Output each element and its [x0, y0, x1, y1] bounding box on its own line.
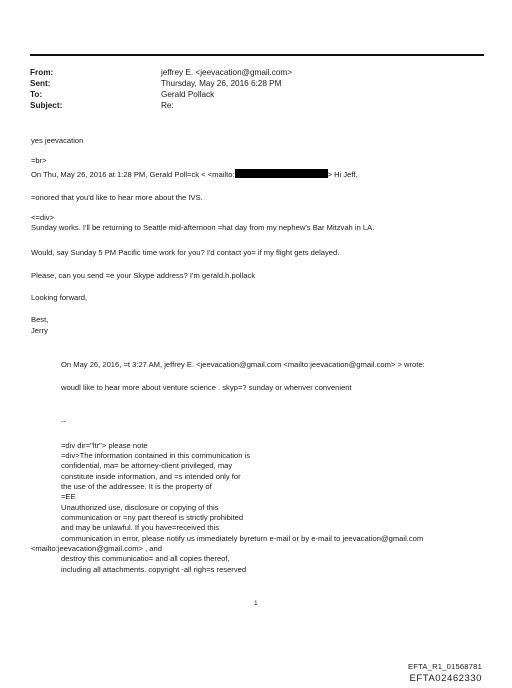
bates-number-primary: EFTA_R1_01568781	[408, 662, 482, 671]
quoted-line: <mailto:jeevacation@gmail.com> , and	[31, 544, 162, 553]
quoted-line: constitute inside information, and =s intended only for	[61, 472, 241, 481]
bates-number-secondary: EFTA02462330	[409, 673, 482, 684]
from-value: jeffrey E. <jeevacation@gmail.com>	[161, 68, 293, 77]
quoted-line: confidential, ma= be attorney-client privileged, may	[61, 461, 233, 470]
quoted-line: --	[61, 417, 67, 426]
body-line: Please, can you send =e your Skype address? I'm gerald.h.pollack	[31, 271, 256, 280]
to-label: To:	[30, 90, 43, 99]
body-line: =onored that you'd like to hear more about the IVS.	[31, 193, 203, 202]
body-line: <=div>	[31, 213, 55, 222]
quoted-line: =div dir="ltr"> please note	[61, 441, 148, 450]
to-value: Gerald Pollack	[161, 90, 215, 99]
body-line: Best,	[31, 315, 49, 324]
body-line: Jerry	[31, 326, 48, 335]
quoted-line: Unauthorized use, disclosure or copying of this	[61, 503, 219, 512]
page-number: 1	[254, 600, 258, 607]
from-label: From:	[30, 68, 54, 77]
quoted-line: including all attachments. copyright -all righ=s reserved	[61, 565, 247, 574]
body-line: Looking forward,	[31, 293, 88, 302]
body-line	[31, 169, 358, 180]
quoted-line: On May 26, 2016, =t 3:27 AM, jeffrey E. <jeevacation@gmail.com <mailto:jeevacation@gmail.com> > wrote:	[61, 360, 425, 369]
quoted-line: woudl like to hear more about venture science . skyp=? sunday or whenver convenient	[61, 383, 352, 392]
body-line: Sunday works. I'll be returning to Seattle mid-afternoon =hat day from my nephew's Bar Mitzvah in LA.	[31, 223, 375, 232]
body-line: yes jeevacation	[31, 136, 84, 145]
redaction-box	[235, 169, 328, 178]
quoted-line: communication in error, please notify us immediately byreturn e-mail or by e-mail to jeevacation@gmail.com	[61, 534, 424, 543]
quoted-line: destroy this communicatio= and all copies thereof,	[61, 554, 230, 563]
subject-value: Re:	[161, 101, 174, 110]
sent-value: Thursday, May 26, 2016 6:28 PM	[161, 79, 282, 88]
body-line: =br>	[31, 156, 47, 165]
body-line-part: On Thu, May 26, 2016 at 1:28 PM, Gerald Poll=ck < <mailto:	[31, 170, 235, 179]
sent-label: Sent:	[30, 79, 51, 88]
quoted-line: =div>The information contained in this communication is	[61, 451, 251, 460]
body-line-part: > Hi Jeff,	[327, 170, 358, 179]
body-line: Would, say Sunday 5 PM Pacific time work for you? I'd contact yo= if my flight gets delayed.	[31, 248, 340, 257]
quoted-line: =EE	[61, 492, 76, 501]
header-rule	[30, 54, 484, 56]
quoted-line: the use of the addressee. It is the property of	[61, 482, 212, 491]
subject-label: Subject:	[30, 101, 63, 110]
quoted-line: and may be unlawful. If you have=received this	[61, 523, 220, 532]
quoted-line: communication or =ny part thereof is strictly prohibited	[61, 513, 244, 522]
